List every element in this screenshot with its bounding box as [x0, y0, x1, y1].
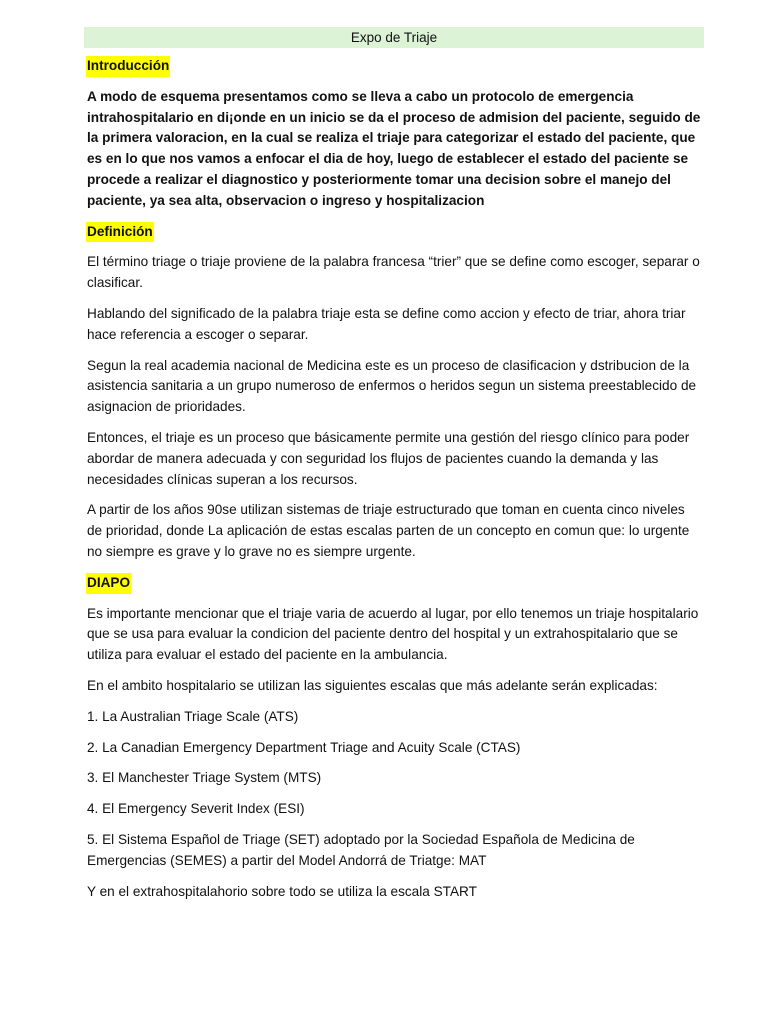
paragraph: Segun la real academia nacional de Medicina este es un proceso de clasificacion y dstribucion de la asistencia sanitaria a un grupo numeroso de enfermos o heridos segun un sistema preestablecido de asignacion de prioridades.	[87, 357, 697, 415]
section-definicion	[87, 222, 701, 563]
list-item: 3. El Manchester Triage System (MTS)	[87, 770, 322, 786]
heading-diapo: DIAPO	[86, 573, 131, 594]
list-item: 4. El Emergency Severit Index (ESI)	[87, 801, 305, 817]
section-diapo	[87, 573, 701, 903]
paragraph: A modo de esquema presentamos como se lleva a cabo un protocolo de emergencia intrahospitalario en di¡onde en un inicio se da el proceso de admision del paciente, seguido de la primera valoracion, en la cual se realiza el triaje para categorizar el estado del paciente, que es en lo que nos vamos a enfocar el dia de hoy, luego de establecer el estado del paciente se procede a realizar el diagnostico y posteriormente tomar una decision sobre el manejo del paciente, ya sea alta, observacion o ingreso y hospitalizacion	[87, 88, 701, 208]
paragraph: El término triage o triaje proviene de la palabra francesa “trier” que se define como escoger, separar o clasificar.	[87, 254, 700, 291]
document-body	[87, 56, 701, 912]
paragraph: Es importante mencionar que el triaje varia de acuerdo al lugar, por ello tenemos un triaje hospitalario que se usa para evaluar la condicion del paciente dentro del hospital y un extrahospitalario que se utiliza para evaluar el estado del paciente en la ambulancia.	[87, 605, 699, 663]
closing-paragraph: Y en el extrahospitalahorio sobre todo se utiliza la escala START	[87, 883, 477, 899]
document-title: Expo de Triaje	[84, 27, 704, 48]
paragraph: En el ambito hospitalario se utilizan las siguientes escalas que más adelante serán explicadas:	[87, 677, 658, 693]
list-item: 2. La Canadian Emergency Department Triage and Acuity Scale (CTAS)	[87, 739, 521, 755]
list-item: 5. El Sistema Español de Triage (SET) adoptado por la Sociedad Española de Medicina de Emergencias (SEMES) a partir del Model Andorrá de Triatge: MAT	[87, 831, 635, 868]
heading-definicion: Definición	[86, 222, 154, 243]
paragraph: Hablando del significado de la palabra triaje esta se define como accion y efecto de triar, ahora triar hace referencia a escoger o separar.	[87, 305, 686, 342]
list-item: 1. La Australian Triage Scale (ATS)	[87, 708, 299, 724]
paragraph: A partir de los años 90se utilizan sistemas de triaje estructurado que toman en cuenta cinco niveles de prioridad, donde La aplicación de estas escalas parten de un concepto en comun que: lo urgente no siempre es grave y lo grave no es siempre urgente.	[87, 502, 690, 559]
section-introduccion	[87, 56, 701, 212]
heading-introduccion: Introducción	[86, 56, 170, 77]
paragraph: Entonces, el triaje es un proceso que básicamente permite una gestión del riesgo clínico para poder abordar de manera adecuada y con seguridad los flujos de pacientes cuando la demanda y las necesidades clínicas superan a los recursos.	[87, 429, 690, 487]
